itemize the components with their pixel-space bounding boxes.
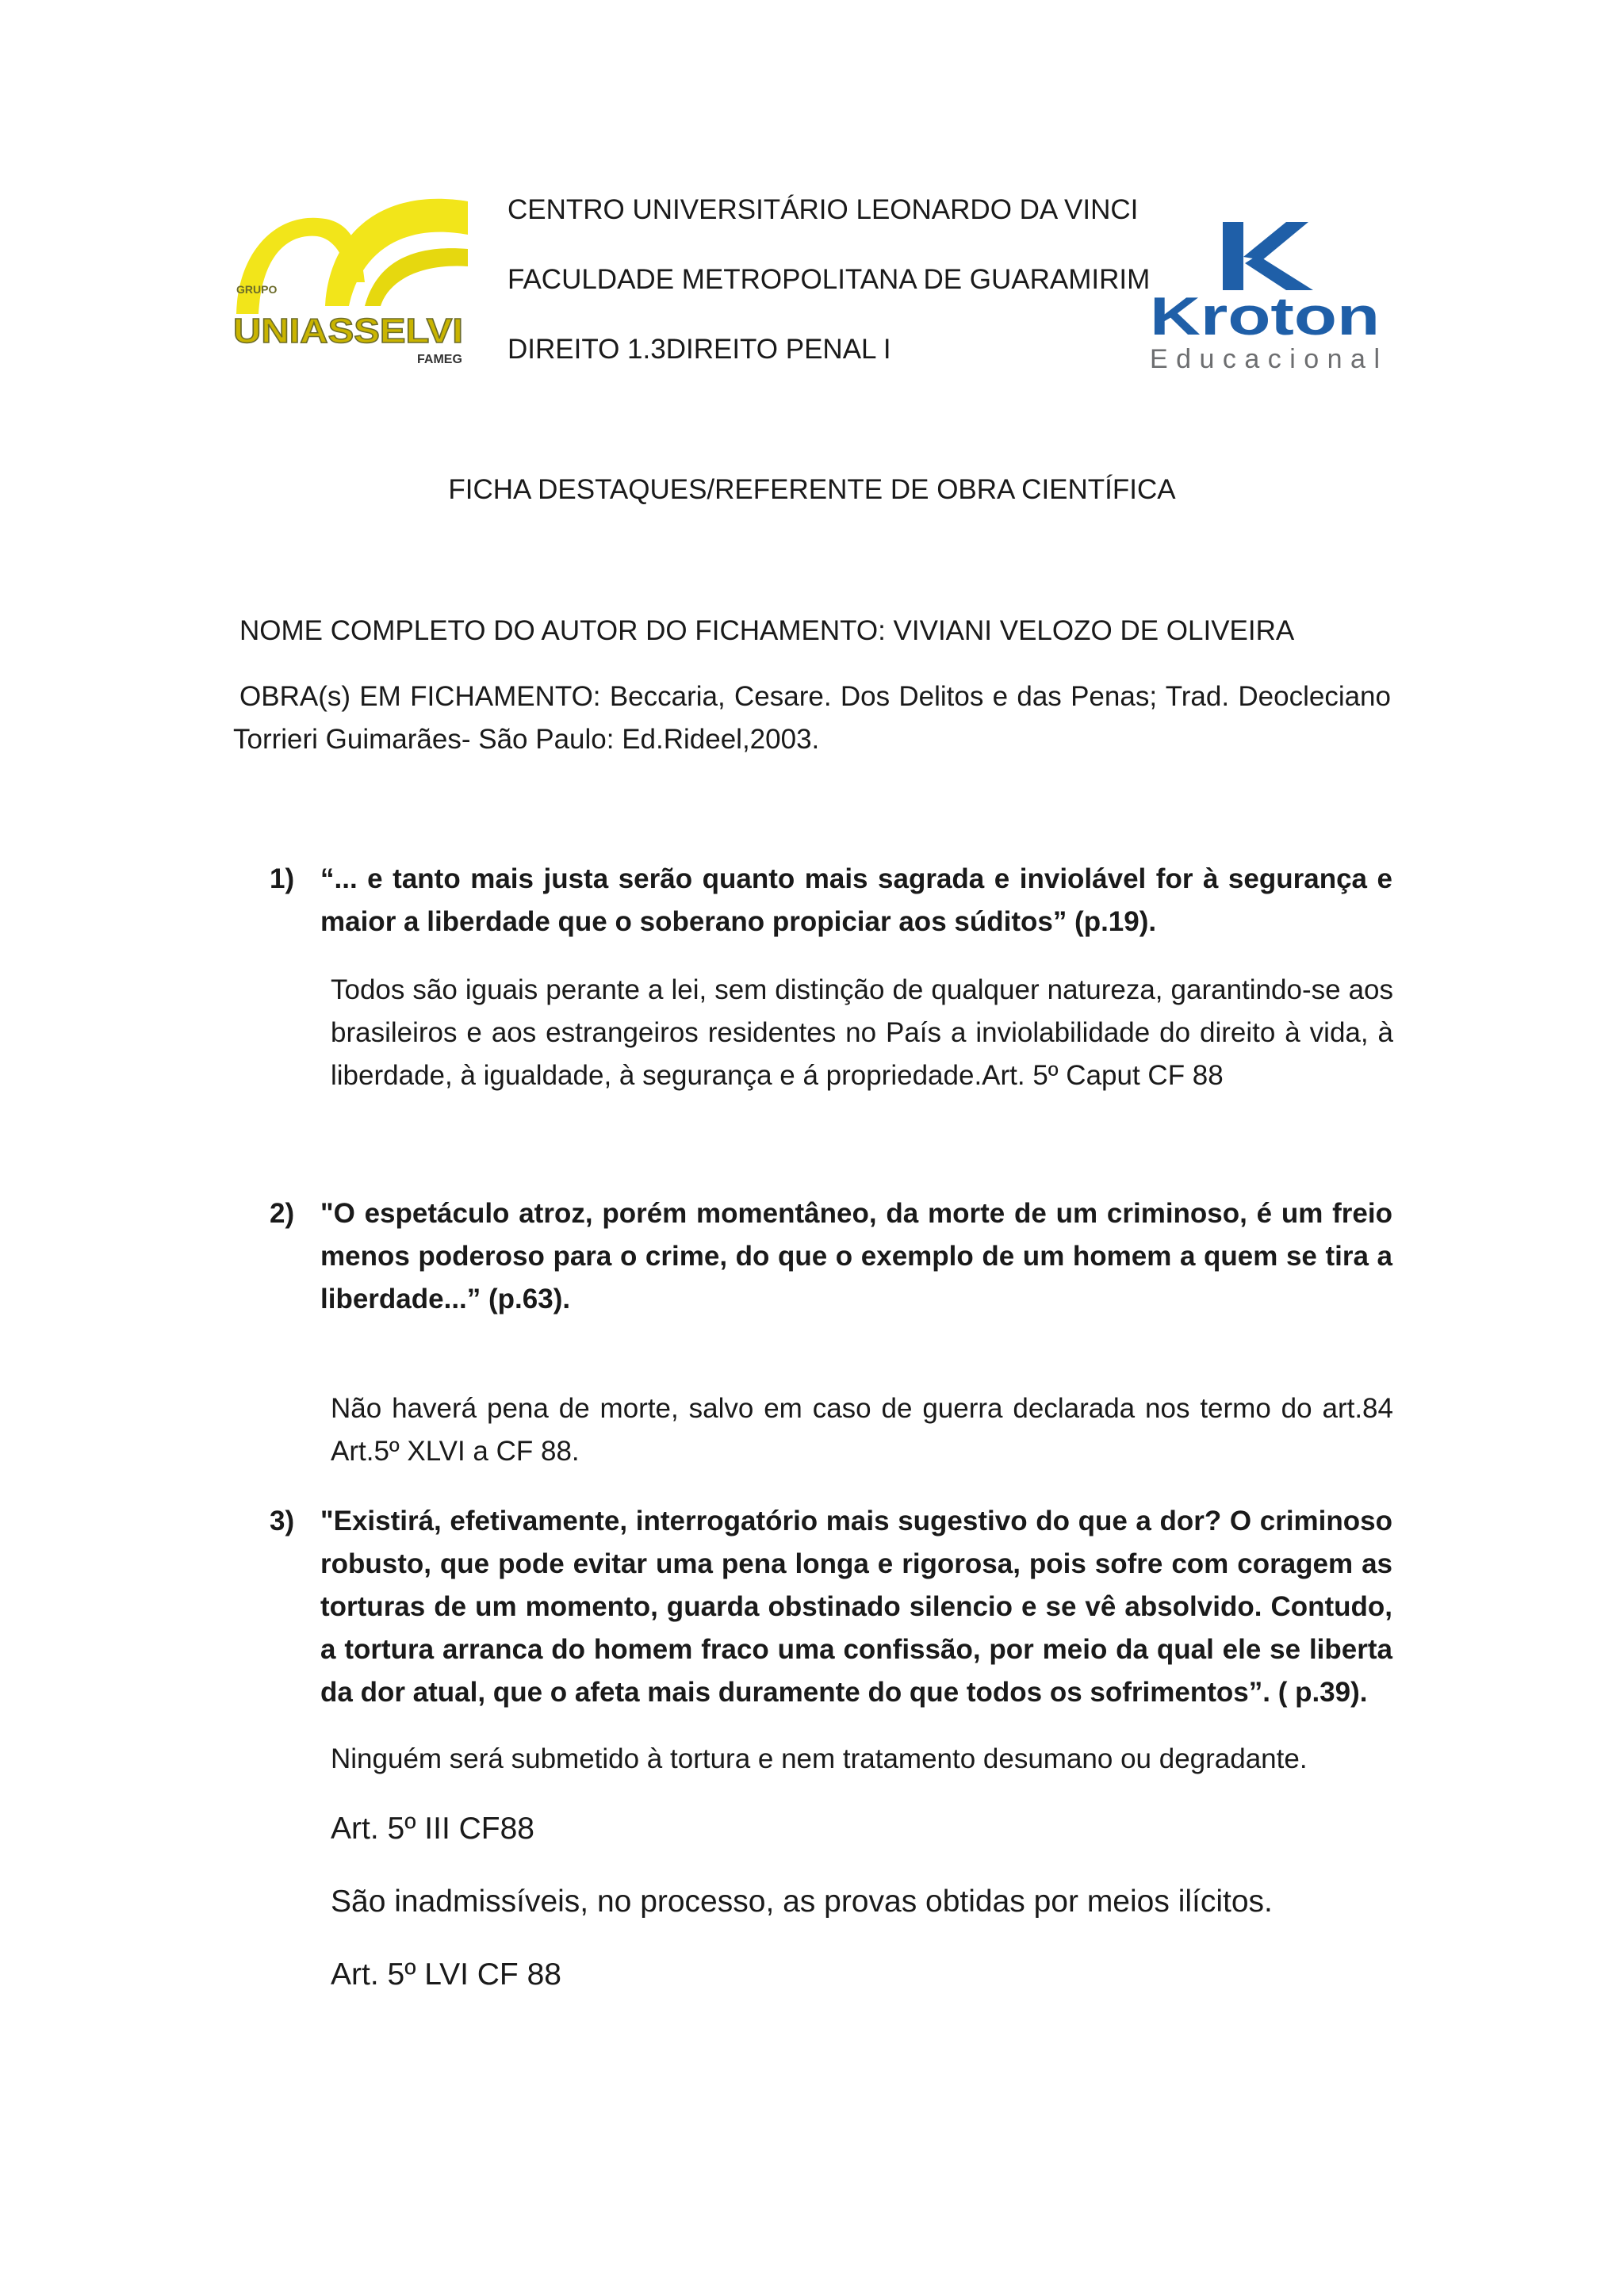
header-line-course: DIREITO 1.3DIREITO PENAL I bbox=[508, 334, 891, 365]
item-number: 3) bbox=[270, 1506, 295, 1536]
item-3-note-3: São inadmissíveis, no processo, as provas obtidas por meios ilícitos. bbox=[331, 1885, 1273, 1919]
kroton-educacional-label: Educacional bbox=[1150, 344, 1380, 374]
uniasselvi-logo bbox=[230, 187, 476, 377]
header-line-faculty: FACULDADE METROPOLITANA DE GUARAMIRIM bbox=[508, 264, 1151, 295]
item-quote: "O espetáculo atroz, porém momentâneo, da morte de um criminoso, é um freio menos poderoso para o crime, do que o exemplo de um homem a quem se tira a liberdade...” (p.63). bbox=[320, 1198, 1392, 1314]
kroton-logo bbox=[1147, 216, 1385, 382]
item-number: 1) bbox=[270, 863, 295, 894]
item-2-note: Não haverá pena de morte, salvo em caso de guerra declarada nos termo do art.84 Art.5º XLVI a CF 88. bbox=[331, 1393, 1393, 1467]
highlight-item-3 bbox=[270, 1500, 1392, 1714]
item-3-note-2: Art. 5º III CF88 bbox=[331, 1812, 534, 1846]
kroton-wordmark: Kroton bbox=[1150, 286, 1380, 346]
kroton-k-mark bbox=[1223, 222, 1313, 290]
fameg-label: FAMEG bbox=[417, 353, 462, 366]
item-number: 2) bbox=[270, 1198, 295, 1229]
work-reference-text: OBRA(s) EM FICHAMENTO: Beccaria, Cesare. Dos Delitos e das Penas; Trad. Deocleciano Torrieri Guimarães- São Paulo: Ed.Rideel,2003. bbox=[233, 681, 1391, 755]
item-3-note-1: Ninguém será submetido à tortura e nem tratamento desumano ou degradante. bbox=[331, 1743, 1308, 1774]
uniasselvi-group-label: GRUPO bbox=[236, 283, 278, 296]
item-quote: "Existirá, efetivamente, interrogatório mais sugestivo do que a dor? O criminoso robusto, que pode evitar uma pena longa e rigorosa, pois sofre com coragem as torturas de um momento, guarda obstinado silencio e se vê absolvido. Contudo, a tortura arranca do homem fraco uma confissão, por meio da qual ele se liberta da dor atual, que o afeta mais duramente do que todos os sofrimentos”. ( p.39). bbox=[320, 1506, 1392, 1708]
kroton-logo-graphic bbox=[1147, 216, 1385, 382]
header-line-university: CENTRO UNIVERSITÁRIO LEONARDO DA VINCI bbox=[508, 194, 1139, 225]
highlight-item-1 bbox=[270, 858, 1392, 943]
author-line: NOME COMPLETO DO AUTOR DO FICHAMENTO: VIVIANI VELOZO DE OLIVEIRA bbox=[239, 615, 1295, 646]
item-1-note: Todos são iguais perante a lei, sem distinção de qualquer natureza, garantindo-se aos brasileiros e aos estrangeiros residentes no País a inviolabilidade do direito à vida, à liberdade, à igualdade, à segurança e á propriedade.Art. 5º Caput CF 88 bbox=[331, 974, 1393, 1091]
item-3-note-4: Art. 5º LVI CF 88 bbox=[331, 1957, 561, 1992]
item-quote: “... e tanto mais justa serão quanto mais sagrada e inviolável for à segurança e maior a liberdade que o soberano propiciar aos súditos” (p.19). bbox=[320, 863, 1392, 937]
highlight-item-2 bbox=[270, 1192, 1392, 1321]
institution-header bbox=[508, 194, 1151, 404]
page-title: FICHA DESTAQUES/REFERENTE DE OBRA CIENTÍFICA bbox=[448, 474, 1176, 505]
uniasselvi-logo-graphic bbox=[230, 187, 476, 377]
uniasselvi-wordmark: UNIASSELVI bbox=[233, 312, 463, 350]
work-reference bbox=[233, 675, 1391, 761]
